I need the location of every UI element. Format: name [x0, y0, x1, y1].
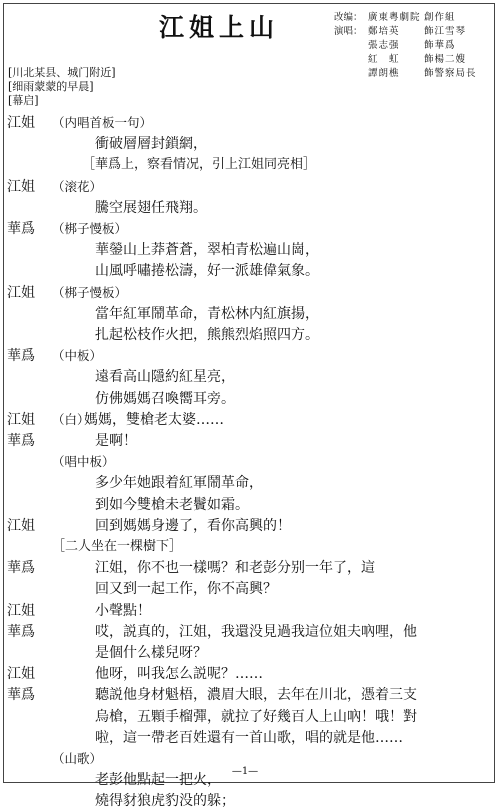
- lyric-text: 回到媽媽身邊了，看你高興的！: [95, 517, 291, 534]
- script-line: [4, 790, 494, 812]
- speaker-name: 華爲: [7, 433, 35, 449]
- credit-row: [334, 25, 477, 39]
- credit-roles-text: 飾華爲: [424, 40, 456, 51]
- speaker-name: 江姐: [7, 284, 35, 301]
- lyric-text: 衝破層層封鎖網，: [95, 136, 207, 153]
- credit-roles-text: 飾楊二嫂: [424, 54, 467, 65]
- script-line: [4, 345, 494, 367]
- script-line: [4, 133, 494, 155]
- script-line: [4, 515, 494, 537]
- speaker-name: 華爲: [7, 623, 35, 640]
- lyric-text: 多少年她跟着紅軍鬧革命，: [95, 475, 263, 492]
- lyric-text: 啦，這一帶老百姓還有一首山歌，唱的就是他……: [95, 729, 403, 746]
- speaker-name: 江姐: [7, 178, 35, 195]
- page-title: 江姐上山: [159, 13, 280, 42]
- lyric-text: 燒得豺狼虎豹没的躲；: [95, 793, 235, 810]
- script-line: [4, 663, 494, 685]
- lyric-text: 烏槍，五顆手榴彈，就拉了好幾百人上山吶！哦！對: [95, 708, 417, 725]
- lyric-text: 扎起松枝作火把，熊熊烈焰照四方。: [95, 327, 319, 343]
- credit-names: 張志强: [368, 40, 400, 51]
- lyric-text: 遠看高山隱約紅星亮，: [95, 369, 235, 386]
- credit-row: [334, 11, 477, 25]
- script-line: [4, 303, 494, 325]
- credit-names: 紅 虹: [368, 54, 400, 65]
- script-line: [4, 600, 494, 622]
- script-line: [4, 472, 494, 494]
- script-line: [4, 260, 494, 282]
- speaker-name: 江姐: [7, 517, 35, 534]
- lyric-text: 小聲點！: [95, 602, 151, 619]
- speaker-name: 華爲: [7, 560, 35, 577]
- credit-role: 改编：: [334, 12, 363, 23]
- credit-roles-text: 飾警察局長: [424, 68, 477, 79]
- credit-role: [334, 67, 368, 81]
- script-line: [4, 324, 494, 346]
- lyric-text: 仿佛媽媽召喚嚮耳旁。: [95, 390, 235, 407]
- lyric-text: 聽説他身材魁梧，濃眉大眼，去年在川北，憑着三支: [95, 687, 417, 704]
- lyric-text: 是啊！: [95, 433, 137, 449]
- speaker-name: 江姐: [7, 602, 35, 619]
- stage-direction: （中板）: [52, 348, 103, 364]
- speaker-name: 華爲: [7, 348, 35, 365]
- lyric-text: 哎，説真的，江姐，我還没見過我這位姐夫吶哩，他: [95, 623, 417, 640]
- script-line: [4, 366, 494, 388]
- stage-direction: （白）: [52, 411, 90, 427]
- script-line: [4, 642, 494, 664]
- credit-row: [334, 67, 477, 81]
- credit-row: [334, 53, 477, 67]
- script-line: [4, 684, 494, 706]
- page-number: —1—: [231, 766, 259, 777]
- setting-line: [细雨蒙蒙的早晨]: [8, 80, 94, 93]
- stage-direction: （梆子慢板）: [52, 221, 128, 236]
- setting-line: [川北某县、城门附近]: [8, 66, 116, 79]
- script-line: [4, 706, 494, 728]
- setting-line: [幕启]: [8, 94, 39, 107]
- credit-names: 廣東粵劇院: [368, 12, 421, 23]
- lyric-text: 是個什么樣兒呀？: [95, 645, 207, 661]
- speaker-name: 華爲: [7, 221, 35, 237]
- script-line: [4, 282, 494, 304]
- lyric-text: 當年紅軍鬧革命，青松林内紅旗揚，: [95, 305, 319, 322]
- stage-direction: （山歌）: [52, 751, 103, 766]
- speaker-name: 華爲: [7, 687, 35, 704]
- credit-role: [334, 39, 368, 53]
- credit-roles-text: 飾江雪琴: [424, 26, 467, 37]
- script-line: [4, 494, 494, 516]
- script-line: [4, 112, 494, 134]
- credit-role: 演唱：: [334, 26, 363, 37]
- lyric-text: 他呀，叫我怎么説呢？……: [95, 666, 263, 683]
- script-line: [4, 621, 494, 643]
- script-line: [4, 409, 494, 431]
- stage-direction: （梆子慢板）: [52, 284, 128, 300]
- script-line: [4, 557, 494, 579]
- script-line: [4, 239, 494, 261]
- speaker-name: 江姐: [7, 411, 35, 428]
- script-line: [4, 197, 494, 219]
- credit-row: [334, 39, 477, 53]
- script-line: [4, 154, 494, 176]
- lyric-text: 華鎣山上莽蒼蒼，翠柏青松遍山崗，: [95, 242, 319, 259]
- script-line: [4, 176, 494, 198]
- stage-direction: （滚花）: [52, 178, 103, 194]
- credit-names: 鄭培英: [368, 26, 400, 37]
- lyric-text: 回又到一起工作，你不高興？: [95, 581, 277, 598]
- script-line: [4, 388, 494, 410]
- credit-role: [334, 53, 368, 67]
- script-line: [4, 451, 494, 473]
- spoken-text: 媽媽，雙槍老太婆……: [84, 411, 224, 428]
- script-line: [4, 536, 494, 558]
- speaker-name: 江姐: [7, 115, 35, 131]
- stage-direction: （唱中板）: [52, 454, 115, 470]
- lyric-text: 到如今雙槍未老鬢如霜。: [95, 496, 249, 513]
- credit-names: 譚朗樵: [368, 68, 400, 79]
- script-line: [4, 430, 494, 452]
- stage-note: ［華爲上，察看情况，引上江姐同亮相］: [82, 157, 317, 173]
- credit-roles-text: 創作組: [424, 12, 456, 23]
- lyric-text: 騰空展翅任飛翔。: [95, 199, 207, 216]
- setting-notes: [8, 66, 116, 108]
- credits-block: [334, 11, 477, 81]
- stage-direction: （内唱首板一句）: [52, 115, 153, 130]
- speaker-name: 江姐: [7, 666, 35, 683]
- script-line: [4, 727, 494, 749]
- lyric-text: 老彭他點起一把火，: [95, 772, 221, 789]
- stage-note: ［二人坐在一棵樹下］: [52, 539, 183, 554]
- lyric-text: 山風呼嘯捲松濤，好一派雄偉氣象。: [95, 263, 319, 280]
- script-line: [4, 578, 494, 600]
- score-page: [3, 3, 495, 810]
- script-line: [4, 218, 494, 240]
- lyric-text: 江姐，你不也一樣嗎？和老彭分别一年了，這: [95, 560, 375, 577]
